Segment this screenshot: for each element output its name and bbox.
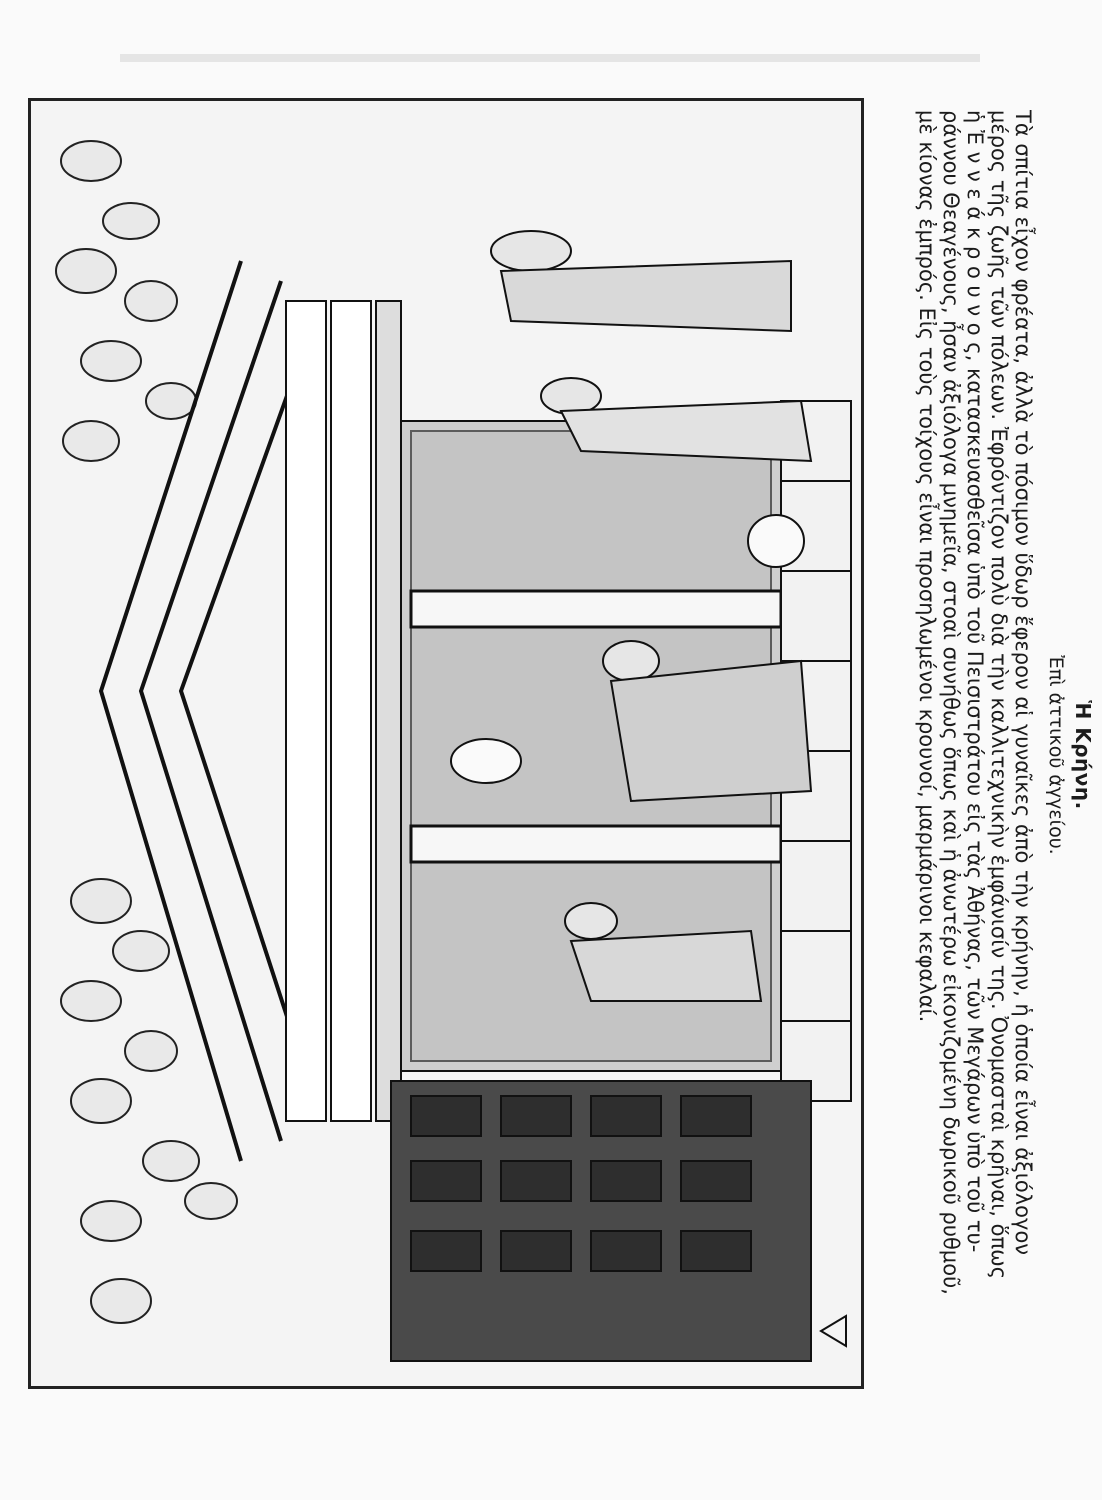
caption-line: Τὰ σπίτια εἶχον φρέατα, ἀλλὰ τὸ πόσιμον ὕδωρ ἔφερον αἱ γυναῖκες ἀπὸ τὴν κρήνην, ἡ ὁποία εἶναι ἀξιόλογον (1011, 110, 1035, 1256)
caption-line: μέρος τῆς ζωῆς τῶν πόλεων. Ἐφρόντιζον πολὺ διὰ τὴν καλλιτεχνικὴν ἐμφάνισίν της. Ὀνομασταὶ κρῆναι, ὅπως (987, 110, 1011, 1280)
caption-body (915, 110, 1035, 1400)
caption-subtitle: Ἐπὶ ἀττικοῦ ἀγγείου. (1045, 655, 1067, 855)
caption-block (915, 110, 1095, 1400)
artist-monogram (821, 1316, 846, 1346)
foliage-left (56, 141, 237, 1323)
fountain-house-illustration (28, 98, 864, 1389)
caption-line: ἡ Ἐ ν ν ε ά κ ρ ο υ ν ο ς, κατασκευασθεῖσα ὑπὸ τοῦ Πεισιστράτου εἰς τὰς Ἀθήνας, τῶν Μεγάρων ὑπὸ τοῦ τυ- (963, 110, 987, 1253)
caption-line: ράννου Θεαγένους, ἦσαν ἀξιόλογα μνημεῖα, στοαὶ συνήθως ὅπως καὶ ἡ ἀνωτέρω εἰκονιζομένη δωρικοῦ ρυθμοῦ, (939, 110, 963, 1295)
caption-line: μὲ κίονας ἐμπρός. Εἰς τοὺς τοίχους εἶναι προσηλωμένοι κρουνοί, μαρμάρινοι κεφαλαί. (915, 110, 939, 1023)
entablature (286, 301, 401, 1121)
caption-title: Ἡ Κρήνη. (1071, 700, 1095, 810)
illustration-drawing (31, 101, 861, 1386)
header-bleed-through (120, 40, 980, 80)
masonry-wall (391, 1081, 811, 1361)
